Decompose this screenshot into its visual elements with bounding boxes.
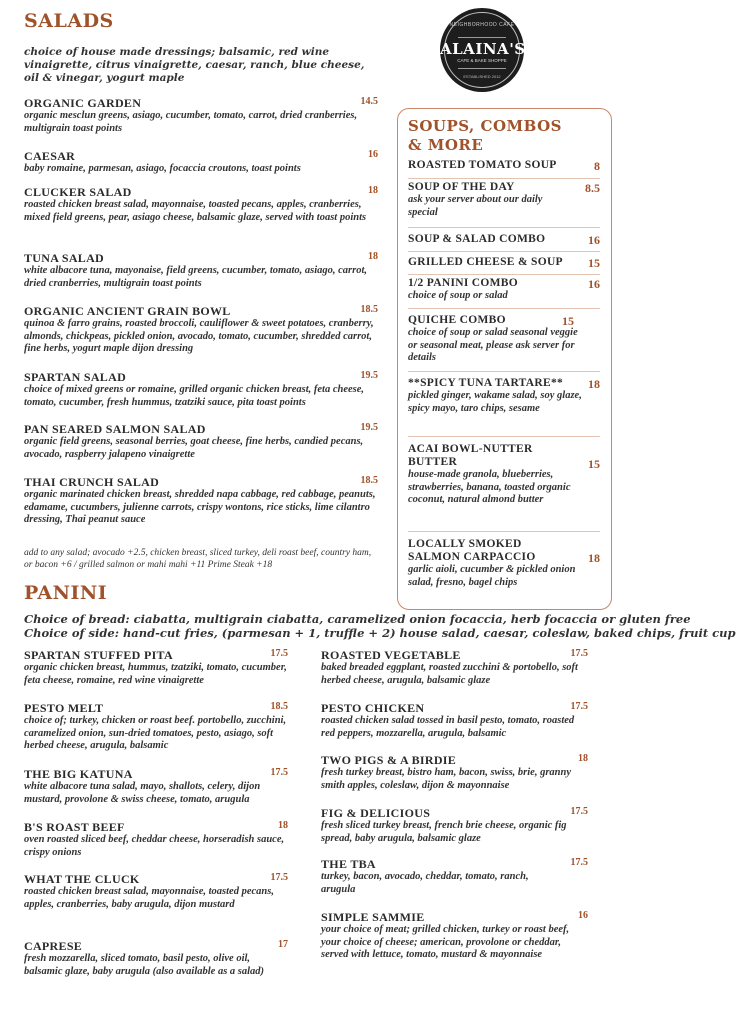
salads-dressings-intro: choice of house made dressings; balsamic, red wine vinaigrette, citrus vinaigrette, caesar, ranch, blue cheese, oil & vinegar, yogurt maple: [24, 46, 365, 84]
panini-item-desc: fresh mozzarella, sliced tomato, basil pesto, olive oil, balsamic glaze, baby arugula (also available as a salad): [24, 953, 265, 977]
soup-item: [408, 538, 600, 589]
panini-item-price: 18: [278, 820, 288, 831]
panini-item-name: PESTO CHICKEN: [321, 701, 425, 715]
cafe-logo: [440, 8, 524, 92]
panini-item-desc: choice of; turkey, chicken or roast beef. portobello, zucchini, caramelized onion, sun-dried tomatoes, pesto, asiago, soft herbed cheese, arugula, balsamic: [24, 715, 287, 751]
soups-divider: [408, 251, 600, 252]
soup-item-price: 18: [588, 377, 600, 391]
panini-bread-choice: Choice of bread: ciabatta, multigrain ciabatta, caramelized onion focaccia, herb focaccia or gluten free: [24, 612, 691, 626]
salad-item-desc: baby romaine, parmesan, asiago, focaccia croutons, toast points: [24, 163, 301, 174]
panini-item-desc: white albacore tuna salad, mayo, shallots, celery, dijon mustard, provolone & swiss cheese, tomato, arugula: [24, 781, 261, 805]
panini-item-price: 18.5: [270, 701, 288, 712]
salads-heading: SALADS: [24, 10, 114, 32]
panini-item-desc: oven roasted sliced beef, cheddar cheese, horseradish sauce, crispy onions: [24, 834, 285, 858]
soups-combos-box: [397, 108, 612, 610]
soups-heading-line1: SOUPS, COMBOS: [408, 117, 562, 135]
soup-item-price: 16: [588, 277, 600, 291]
soup-item-desc: house-made granola, blueberries, strawberries, banana, toasted organic coconut, natural almond butter: [408, 469, 571, 505]
logo-divider-top: [458, 37, 506, 38]
logo-bottom-text: ESTABLISHED 2012: [463, 74, 501, 79]
panini-item-price: 17.5: [570, 806, 588, 817]
soup-item-price: 8.5: [585, 181, 600, 195]
panini-item-price: 16: [578, 910, 588, 921]
salad-item-desc: organic marinated chicken breast, shredded napa cabbage, red cabbage, peanuts, edamame, cucumbers, julienne carrots, crispy wontons, rice sticks, lime cilantro dressing, Thai peanut sauce: [24, 489, 376, 525]
panini-item-desc: roasted chicken salad tossed in basil pesto, tomato, roasted red peppers, mozzarella, arugula, balsamic: [321, 715, 575, 739]
panini-item-price: 17.5: [570, 857, 588, 868]
panini-item-name: ROASTED VEGETABLE: [321, 648, 461, 662]
panini-item: [24, 820, 288, 859]
soup-item-desc: garlic aioli, cucumber & pickled onion salad, fresno, bagel chips: [408, 564, 576, 588]
salad-item-name: CLUCKER SALAD: [24, 185, 132, 199]
panini-item-name: THE TBA: [321, 857, 376, 871]
soups-divider: [408, 531, 600, 532]
soup-item-price: 15: [588, 457, 600, 471]
panini-item-desc: fresh sliced turkey breast, french brie cheese, organic fig spread, baby arugula, balsamic glaze: [321, 820, 567, 844]
panini-item-name: SIMPLE SAMMIE: [321, 910, 425, 924]
soup-item-price: 15: [588, 256, 600, 270]
soup-item: [408, 277, 600, 303]
salad-item-price: 16: [368, 149, 378, 160]
salad-item: [24, 475, 378, 527]
soups-heading-line2: & MORE: [408, 136, 484, 154]
logo-top-text: NEIGHBORHOOD CAFE: [449, 22, 515, 28]
panini-item-name: TWO PIGS & A BIRDIE: [321, 753, 457, 767]
soups-divider: [408, 371, 600, 372]
soup-item-desc: choice of soup or salad: [408, 290, 508, 301]
panini-side-choice: Choice of side: hand-cut fries, (parmesan + 1, truffle + 2) house salad, caesar, coleslaw, baked chips, fruit cup: [24, 626, 736, 640]
soups-heading: [408, 117, 562, 155]
soup-item-name: ACAI BOWL-NUTTER BUTTER: [408, 443, 533, 468]
salad-addon-note: add to any salad; avocado +2.5, chicken breast, sliced turkey, deli roast beef, country ham, or bacon +6 / grilled salmon or mahi mahi +11 Prime Steak +18: [24, 548, 372, 570]
soup-item-name: 1/2 PANINI COMBO: [408, 277, 519, 289]
panini-item-price: 17.5: [270, 648, 288, 659]
panini-item-desc: turkey, bacon, avocado, cheddar, tomato, ranch, arugula: [321, 871, 529, 895]
salad-item: [24, 370, 378, 409]
soup-item-name: SOUP OF THE DAY: [408, 181, 515, 193]
soup-item-desc: ask your server about our daily special: [408, 194, 543, 218]
salad-item: [24, 149, 378, 176]
panini-item-desc: fresh turkey breast, bistro ham, bacon, swiss, brie, granny smith apples, coleslaw, dijon & mayonnaise: [321, 767, 571, 791]
panini-item: [321, 701, 588, 740]
soup-item-name: GRILLED CHEESE & SOUP: [408, 256, 563, 268]
logo-sub-text: CAFE & BAKE SHOPPE: [457, 58, 507, 63]
soup-item-name: QUICHE COMBO: [408, 314, 506, 326]
salad-item: [24, 422, 378, 461]
salad-item-name: PAN SEARED SALMON SALAD: [24, 422, 206, 436]
panini-item: [24, 701, 288, 753]
salad-item: [24, 96, 378, 135]
panini-item: [321, 857, 588, 896]
salad-item: [24, 185, 378, 224]
salad-item-name: THAI CRUNCH SALAD: [24, 475, 160, 489]
soups-divider: [408, 178, 600, 179]
salad-item-price: 18.5: [360, 304, 378, 315]
salad-item-price: 14.5: [360, 96, 378, 107]
salad-item-price: 18.5: [360, 475, 378, 486]
panini-item: [321, 806, 588, 845]
salad-item-desc: organic field greens, seasonal berries, goat cheese, fine herbs, candied pecans, avocado, raspberry jalapeno vinaigrette: [24, 436, 364, 460]
soups-divider: [408, 274, 600, 275]
panini-item-price: 17.5: [570, 648, 588, 659]
salad-item-name: TUNA SALAD: [24, 251, 105, 265]
logo-divider-bottom: [458, 68, 506, 69]
salad-item-price: 18: [368, 185, 378, 196]
soup-item-desc: choice of soup or salad seasonal veggie or seasonal meat, please ask server for details: [408, 327, 578, 363]
salad-item-desc: quinoa & farro grains, roasted broccoli, cauliflower & sweet potatoes, cranberry, almonds, chickpeas, pickled onion, avocado, tomato, cucumber, shredded carrot, fine herbs, yogurt maple dijon dressing: [24, 318, 374, 354]
salad-item: [24, 251, 378, 290]
soup-item: [408, 159, 600, 172]
panini-heading: PANINI: [24, 582, 108, 604]
panini-item-desc: your choice of meat; grilled chicken, turkey or roast beef, your choice of cheese; american, provolone or cheddar, served with lettuce, tomato, mustard & mayonnaise: [321, 924, 570, 960]
soups-divider: [408, 436, 600, 437]
soup-item-name: ROASTED TOMATO SOUP: [408, 159, 557, 171]
salad-item-price: 18: [368, 251, 378, 262]
panini-item-price: 18: [578, 753, 588, 764]
panini-item-name: THE BIG KATUNA: [24, 767, 133, 781]
panini-item: [24, 648, 288, 687]
panini-item-desc: baked breaded eggplant, roasted zucchini & portobello, soft herbed cheese, arugula, balsamic glaze: [321, 662, 578, 686]
salad-item-name: SPARTAN SALAD: [24, 370, 127, 384]
salad-item-name: CAESAR: [24, 149, 76, 163]
salad-item-name: ORGANIC GARDEN: [24, 96, 142, 110]
panini-item: [321, 648, 588, 687]
panini-item: [321, 753, 588, 792]
panini-item-name: SPARTAN STUFFED PITA: [24, 648, 173, 662]
salad-item-desc: organic mesclun greens, asiago, cucumber, tomato, carrot, dried cranberries, multigrain toast points: [24, 110, 358, 134]
soup-item-name: **SPICY TUNA TARTARE**: [408, 377, 564, 389]
salad-item-name: ORGANIC ANCIENT GRAIN BOWL: [24, 304, 231, 318]
panini-item-desc: organic chicken breast, hummus, tzatziki, tomato, cucumber, feta cheese, romaine, red wine vinaigrette: [24, 662, 287, 686]
panini-item-price: 17.5: [270, 872, 288, 883]
soups-divider: [408, 227, 600, 228]
soup-item-price: 15: [562, 314, 574, 328]
panini-item-name: PESTO MELT: [24, 701, 104, 715]
panini-item: [24, 767, 288, 806]
soup-item: [408, 314, 600, 365]
panini-item-price: 17.5: [270, 767, 288, 778]
soup-item-price: 18: [588, 551, 600, 565]
panini-item-name: FIG & DELICIOUS: [321, 806, 431, 820]
panini-item: [24, 872, 288, 911]
panini-item-price: 17: [278, 939, 288, 950]
logo-name: ALAINA'S: [440, 40, 526, 58]
salad-item: [24, 304, 378, 356]
salad-item-desc: choice of mixed greens or romaine, grilled organic chicken breast, feta cheese, tomato, cucumber, fresh hummus, tzatziki sauce, pita toast points: [24, 384, 365, 408]
soup-item: [408, 377, 600, 415]
panini-item-name: CAPRESE: [24, 939, 83, 953]
soup-item-price: 16: [588, 233, 600, 247]
soup-item: [408, 181, 600, 219]
panini-item-name: B'S ROAST BEEF: [24, 820, 125, 834]
salad-item-desc: roasted chicken breast salad, mayonnaise, toasted pecans, apples, cranberries, mixed field greens, pear, asiago cheese, balsamic glaze, served with toast points: [24, 199, 367, 223]
panini-item-name: WHAT THE CLUCK: [24, 872, 140, 886]
panini-item-desc: roasted chicken breast salad, mayonnaise, toasted pecans, apples, cranberries, baby arugula, dijon mustard: [24, 886, 274, 910]
panini-item: [321, 910, 588, 962]
soup-item: [408, 233, 600, 246]
soups-divider: [408, 308, 600, 309]
soup-item: [408, 256, 600, 269]
soup-item-desc: pickled ginger, wakame salad, soy glaze, spicy mayo, taro chips, sesame: [408, 390, 582, 414]
soup-item-name: LOCALLY SMOKED SALMON CARPACCIO: [408, 538, 536, 563]
salad-item-desc: white albacore tuna, mayonaise, field greens, cucumber, tomato, asiago, carrot, dried cranberries, multigrain toast points: [24, 265, 368, 289]
panini-item-price: 17.5: [570, 701, 588, 712]
soup-item: [408, 443, 600, 507]
salad-item-price: 19.5: [360, 370, 378, 381]
soup-item-price: 8: [594, 159, 600, 173]
panini-item: [24, 939, 288, 978]
soup-item-name: SOUP & SALAD COMBO: [408, 233, 546, 245]
salad-item-price: 19.5: [360, 422, 378, 433]
